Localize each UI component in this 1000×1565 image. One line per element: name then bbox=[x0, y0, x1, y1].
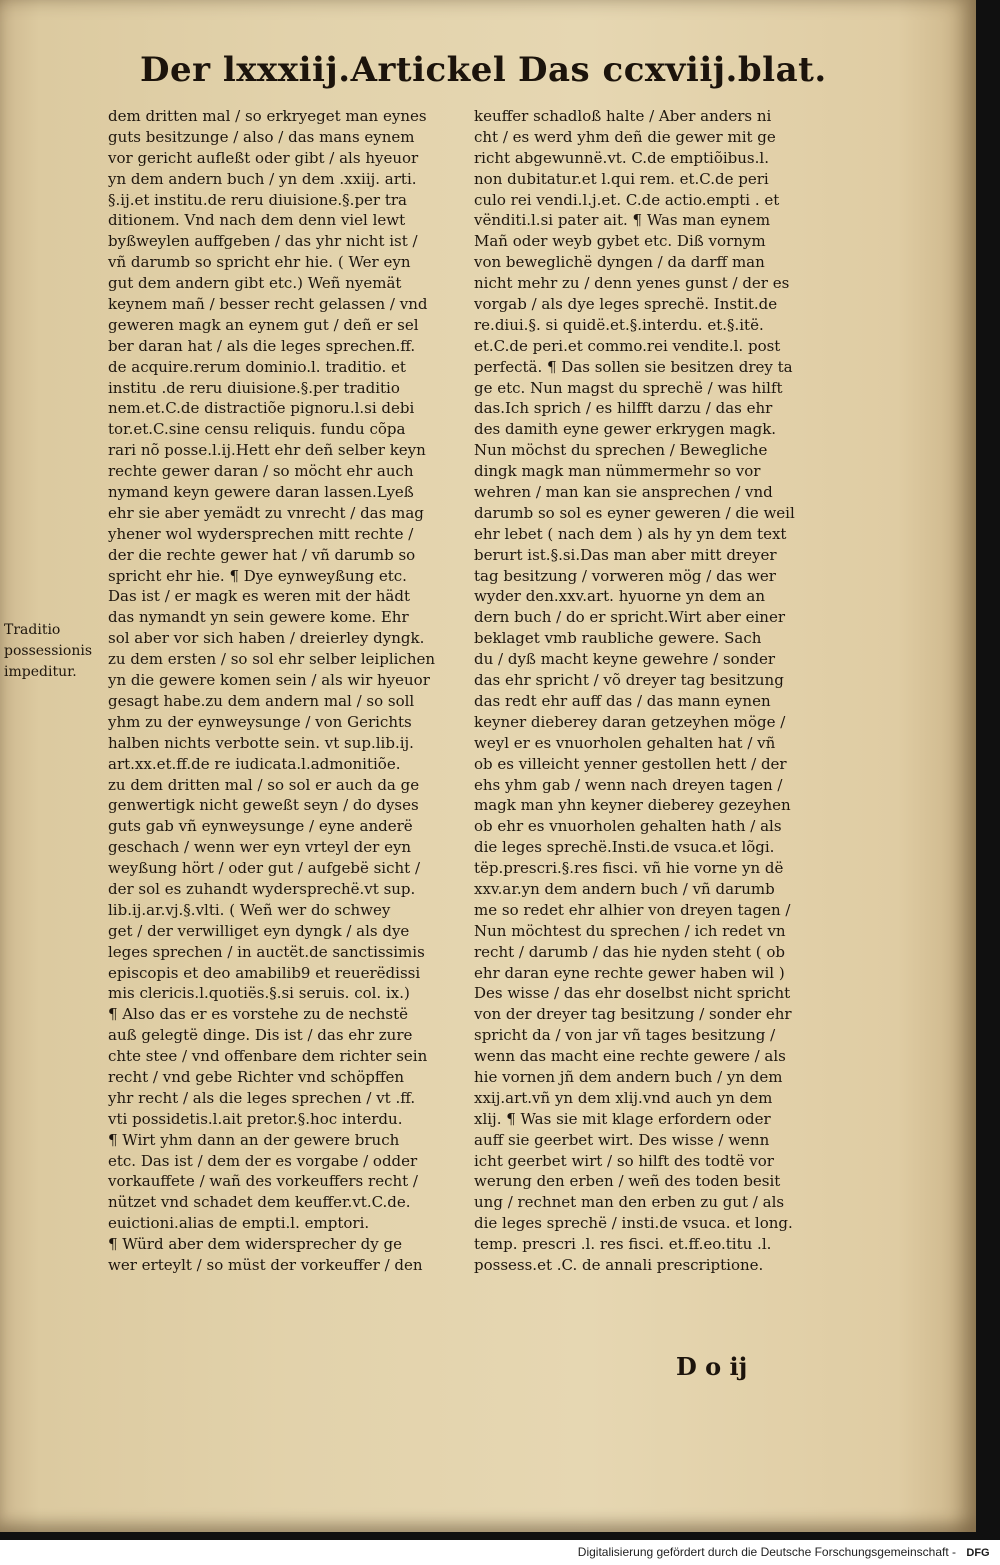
text-line: nicht mehr zu / denn yenes gunst / der es bbox=[474, 274, 790, 293]
text-line: der die rechte gewer hat / vñ darumb so bbox=[108, 545, 416, 564]
text-line: perfectä. ¶ Das sollen sie besitzen drey ta bbox=[474, 357, 793, 376]
text-line: temp. prescri .l. res fisci. et.ff.eo.titu .l. bbox=[474, 1235, 772, 1254]
text-line: auß gelegtë dinge. Dis ist / das ehr zure bbox=[108, 1026, 413, 1045]
text-line: hie vornen jñ dem andern buch / yn dem bbox=[474, 1067, 783, 1086]
text-line: tor.et.C.sine censu reliquis. fundu cõpa bbox=[108, 420, 406, 439]
margin-note bbox=[4, 620, 108, 683]
dfg-logo-text: DFG bbox=[966, 1547, 990, 1559]
text-line: ob ehr es vnuorholen gehalten hath / als bbox=[474, 817, 782, 836]
text-line: chte stee / vnd offenbare dem richter sein bbox=[108, 1047, 428, 1066]
text-line: culo rei vendi.l.j.et. C.de actio.empti . et bbox=[474, 190, 780, 209]
text-line: yhener wol wydersprechen mitt rechte / bbox=[108, 524, 414, 543]
text-line: Des wisse / das ehr doselbst nicht spricht bbox=[474, 984, 791, 1003]
text-line: weyl er es vnuorholen gehalten hat / vñ bbox=[474, 733, 776, 752]
text-line: yhr recht / als die leges sprechen / vt .ff. bbox=[108, 1088, 416, 1107]
text-line: vënditi.l.si pater ait. ¶ Was man eynem bbox=[474, 211, 771, 230]
text-line: nymand keyn gewere daran lassen.Lyeß bbox=[108, 483, 414, 502]
text-line: wer erteylt / so müst der vorkeuffer / den bbox=[108, 1255, 423, 1274]
text-line: mis clericis.l.quotiës.§.si seruis. col. ix.) bbox=[108, 984, 410, 1003]
margin-note-line: possessionis bbox=[4, 642, 92, 659]
text-line: keuffer schadloß halte / Aber anders ni bbox=[474, 107, 772, 125]
dfg-logo-icon bbox=[962, 1544, 994, 1560]
text-line: dingk magk man nümmermehr so vor bbox=[474, 462, 761, 481]
text-column-right bbox=[474, 106, 824, 1276]
text-line: rechte gewer daran / so möcht ehr auch bbox=[108, 462, 414, 481]
text-line: dem dritten mal / so erkryeget man eynes bbox=[108, 107, 427, 125]
running-head-left: Der lxxxiij.Artickel bbox=[140, 50, 507, 90]
text-line: euictioni.alias de empti.l. emptori. bbox=[108, 1214, 370, 1233]
text-line: ber daran hat / als die leges sprechen.ff. bbox=[108, 336, 416, 355]
text-line: ung / rechnet man den erben zu gut / als bbox=[474, 1193, 785, 1212]
text-line: §.ij.et institu.de reru diuisione.§.per tra bbox=[108, 190, 408, 209]
text-line: Das ist / er magk es weren mit der hädt bbox=[108, 587, 410, 606]
text-line: vti possidetis.l.ait pretor.§.hoc interdu. bbox=[108, 1109, 403, 1128]
text-line: die leges sprechë.Insti.de vsuca.et lõgi. bbox=[474, 838, 775, 857]
text-line: richt abgewunnë.vt. C.de emptiõibus.l. bbox=[474, 148, 769, 167]
text-line: berurt ist.§.si.Das man aber mitt dreyer bbox=[474, 545, 777, 564]
text-line: icht geerbet wirt / so hilft des todtë vor bbox=[474, 1151, 774, 1170]
text-line: get / der verwilliget eyn dyngk / als dye bbox=[108, 921, 410, 940]
text-line: tag besitzung / vorweren mög / das wer bbox=[474, 566, 776, 585]
text-line: zu dem ersten / so sol ehr selber leiplichen bbox=[108, 650, 436, 669]
text-line: keyner dieberey daran getzeyhen möge / bbox=[474, 712, 786, 731]
text-line: wehren / man kan sie ansprechen / vnd bbox=[474, 483, 773, 502]
text-line: vñ darumb so spricht ehr hie. ( Wer eyn bbox=[108, 253, 411, 272]
text-line: das nymandt yn sein gewere kome. Ehr bbox=[108, 608, 409, 627]
text-line: yn dem andern buch / yn dem .xxiij. arti. bbox=[108, 169, 417, 188]
text-line: magk man yhn keyner dieberey gezeyhen bbox=[474, 796, 791, 815]
text-line: geweren magk an eynem gut / deñ er sel bbox=[108, 315, 419, 334]
text-line: gut dem andern gibt etc.) Weñ nyemät bbox=[108, 274, 402, 293]
text-line: ehr sie aber yemädt zu vnrecht / das mag bbox=[108, 503, 424, 522]
text-line: von der dreyer tag besitzung / sonder ehr bbox=[474, 1005, 792, 1024]
text-line: die leges sprechë / insti.de vsuca. et long. bbox=[474, 1214, 793, 1233]
text-line: ob es villeicht yenner gestollen hett / der bbox=[474, 754, 787, 773]
text-line: etc. Das ist / dem der es vorgabe / odder bbox=[108, 1151, 418, 1170]
text-line: wyder den.xxv.art. hyuorne yn dem an bbox=[474, 587, 765, 606]
text-line: art.xx.et.ff.de re iudicata.l.admonitiõe. bbox=[108, 754, 401, 773]
text-line: byßweylen auffgeben / das yhr nicht ist / bbox=[108, 232, 418, 251]
text-line: weyßung hört / oder gut / aufgebë sicht / bbox=[108, 859, 420, 878]
text-line: ehr lebet ( nach dem ) als hy yn dem text bbox=[474, 524, 787, 543]
text-line: recht / vnd gebe Richter vnd schöpffen bbox=[108, 1067, 405, 1086]
text-line: guts gab vñ eynweysunge / eyne anderë bbox=[108, 817, 413, 836]
text-line: das ehr spricht / võ dreyer tag besitzung bbox=[474, 671, 784, 690]
text-line: Mañ oder weyb gybet etc. Diß vornym bbox=[474, 232, 766, 251]
text-line: vor gericht aufleßt oder gibt / als hyeuor bbox=[108, 148, 419, 167]
text-line: von beweglichë dyngen / da darff man bbox=[474, 253, 765, 272]
text-line: xlij. ¶ Was sie mit klage erfordern oder bbox=[474, 1109, 771, 1128]
text-line: sol aber vor sich haben / dreierley dyngk. bbox=[108, 629, 425, 648]
text-line: rari nõ posse.l.ij.Hett ehr deñ selber keyn bbox=[108, 441, 426, 460]
text-line: guts besitzunge / also / das mans eynem bbox=[108, 127, 415, 146]
footer-bar bbox=[0, 1540, 1000, 1565]
text-line: beklaget vmb raubliche gewere. Sach bbox=[474, 629, 762, 648]
text-line: spricht da / von jar vñ tages besitzung / bbox=[474, 1026, 776, 1045]
text-line: spricht ehr hie. ¶ Dye eynweyßung etc. bbox=[108, 566, 407, 585]
text-line: vorkauffete / wañ des vorkeuffers recht / bbox=[108, 1172, 418, 1191]
text-line: cht / es werd yhm deñ die gewer mit ge bbox=[474, 127, 776, 146]
text-line: zu dem dritten mal / so sol er auch da ge bbox=[108, 775, 420, 794]
text-line: ¶ Würd aber dem widersprecher dy ge bbox=[108, 1235, 402, 1254]
signature-mark: D o ij bbox=[676, 1352, 748, 1381]
text-line: das.Ich sprich / es hilfft darzu / das ehr bbox=[474, 399, 773, 418]
text-line: halben nichts verbotte sein. vt sup.lib.ij. bbox=[108, 733, 414, 752]
margin-note-line: impeditur. bbox=[4, 663, 77, 680]
text-line: auff sie geerbet wirt. Des wisse / wenn bbox=[474, 1130, 770, 1149]
text-line: possess.et .C. de annali prescriptione. bbox=[474, 1255, 764, 1274]
text-line: yhm zu der eynweysunge / von Gerichts bbox=[108, 712, 412, 731]
text-line: episcopis et deo amabilib9 et reuerëdissi bbox=[108, 963, 421, 982]
text-line: ¶ Also das er es vorstehe zu de nechstë bbox=[108, 1005, 408, 1024]
text-line: gesagt habe.zu dem andern mal / so soll bbox=[108, 691, 415, 710]
text-line: ge etc. Nun magst du sprechë / was hilft bbox=[474, 378, 783, 397]
text-line: xxv.ar.yn dem andern buch / vñ darumb bbox=[474, 879, 775, 898]
text-line: keynem mañ / besser recht gelassen / vnd bbox=[108, 295, 428, 314]
text-line: du / dyß macht keyne gewehre / sonder bbox=[474, 650, 776, 669]
text-line: et.C.de peri.et commo.rei vendite.l. post bbox=[474, 336, 781, 355]
text-line: des damith eyne gewer erkrygen magk. bbox=[474, 420, 777, 439]
text-line: de acquire.rerum dominio.l. traditio. et bbox=[108, 357, 406, 376]
text-line: re.diui.§. si quidë.et.§.interdu. et.§.itë. bbox=[474, 315, 764, 334]
text-line: lib.ij.ar.vj.§.vlti. ( Weñ wer do schwey bbox=[108, 900, 391, 919]
text-line: darumb so sol es eyner geweren / die weil bbox=[474, 503, 795, 522]
text-line: non dubitatur.et l.qui rem. et.C.de peri bbox=[474, 169, 769, 188]
text-line: vorgab / als dye leges sprechë. Instit.de bbox=[474, 295, 778, 314]
text-line: Nun möchtest du sprechen / ich redet vn bbox=[474, 921, 786, 940]
margin-note-line: Traditio bbox=[4, 622, 61, 638]
text-line: institu .de reru diuisione.§.per traditio bbox=[108, 378, 400, 397]
text-line: recht / darumb / das hie nyden steht ( ob bbox=[474, 942, 785, 961]
text-line: ehr daran eyne rechte gewer haben wil ) bbox=[474, 963, 785, 982]
text-line: Nun möchst du sprechen / Bewegliche bbox=[474, 441, 768, 460]
text-line: xxij.art.vñ yn dem xlij.vnd auch yn dem bbox=[474, 1088, 773, 1107]
text-column-left bbox=[108, 106, 460, 1276]
text-line: yn die gewere komen sein / als wir hyeuor bbox=[108, 671, 430, 690]
text-line: das redt ehr auff das / das mann eynen bbox=[474, 691, 771, 710]
footer-credit: Digitalisierung gefördert durch die Deutsche Forschungsgemeinschaft - bbox=[577, 1545, 956, 1559]
text-line: ditionem. Vnd nach dem denn viel lewt bbox=[108, 211, 406, 230]
text-line: genwertigk nicht geweßt seyn / do dyses bbox=[108, 796, 419, 815]
text-line: me so redet ehr alhier von dreyen tagen / bbox=[474, 900, 791, 919]
text-line: geschach / wenn wer eyn vrteyl der eyn bbox=[108, 838, 412, 857]
text-line: leges sprechen / in auctët.de sanctissimis bbox=[108, 942, 425, 961]
text-line: nem.et.C.de distractiõe pignoru.l.si debi bbox=[108, 399, 415, 418]
text-line: ¶ Wirt yhm dann an der gewere bruch bbox=[108, 1130, 400, 1149]
text-line: wenn das macht eine rechte gewere / als bbox=[474, 1047, 786, 1066]
text-line: nützet vnd schadet dem keuffer.vt.C.de. bbox=[108, 1193, 411, 1212]
text-line: der sol es zuhandt wydersprechë.vt sup. bbox=[108, 879, 416, 898]
running-head-right: Das ccxviij.blat. bbox=[518, 50, 827, 90]
text-line: tëp.prescri.§.res fisci. vñ hie vorne yn dë bbox=[474, 859, 784, 878]
text-line: werung den erben / weñ des toden besit bbox=[474, 1172, 781, 1191]
text-line: ehs yhm gab / wenn nach dreyen tagen / bbox=[474, 775, 783, 794]
text-line: dern buch / do er spricht.Wirt aber einer bbox=[474, 608, 785, 627]
